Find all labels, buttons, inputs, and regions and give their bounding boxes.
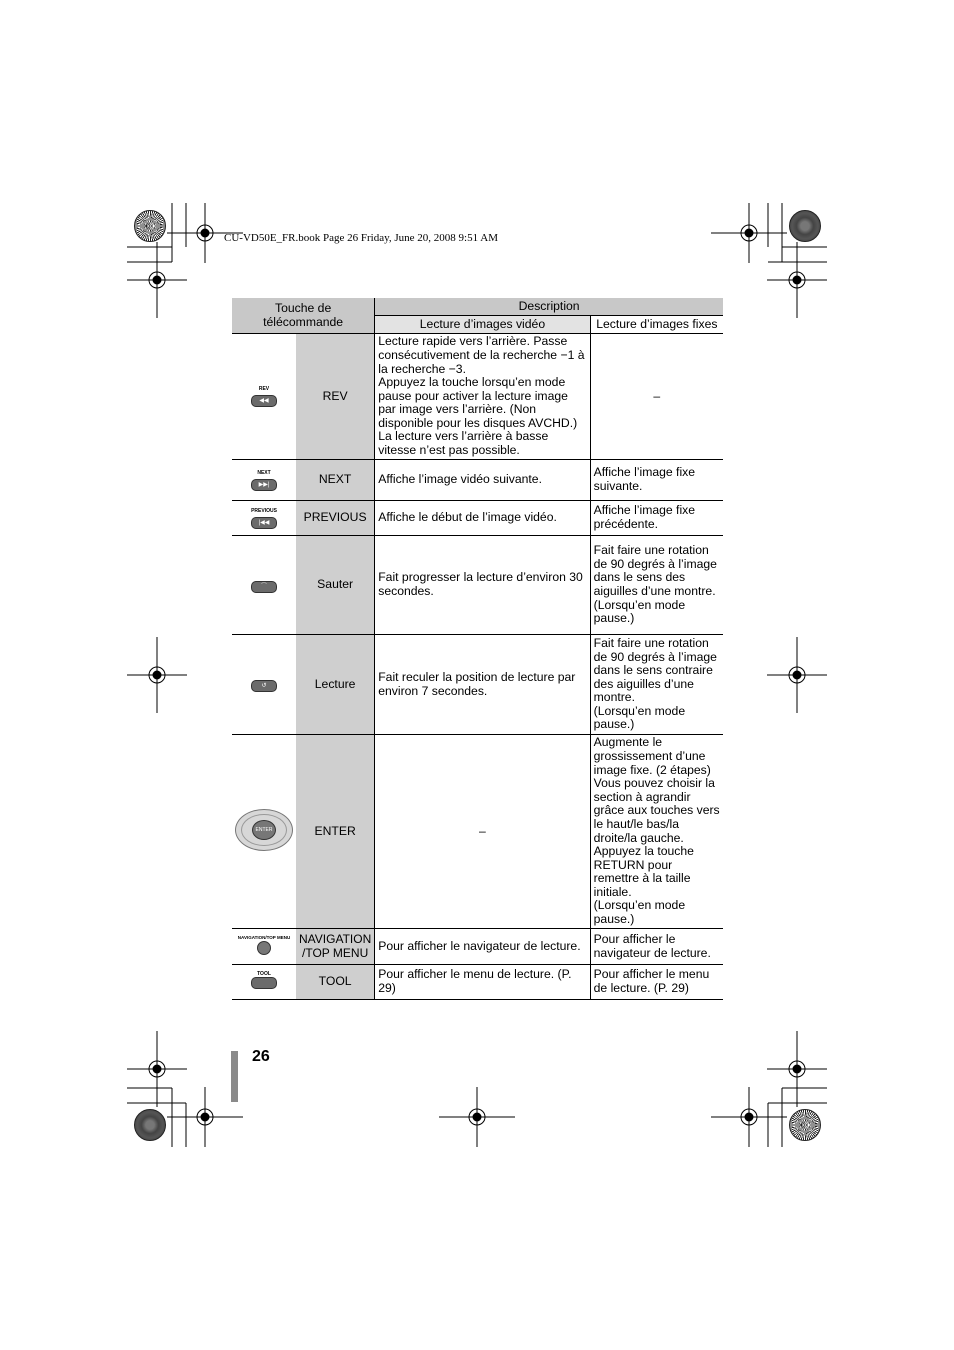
col-video-header: Lecture d’images vidéo [375, 316, 590, 334]
table-row [232, 735, 723, 929]
table-row [232, 965, 723, 1000]
registration-rosette [789, 210, 821, 242]
still-description: Affiche l’image fixe suivante. [590, 460, 723, 501]
table-row [232, 334, 723, 460]
key-name: REV [296, 334, 375, 460]
page-number: 26 [252, 1048, 270, 1065]
table-row [232, 536, 723, 635]
print-header: CU-VD50E_FR.book Page 26 Friday, June 20, 2008 9:51 AM [224, 232, 498, 244]
video-description: Pour afficher le menu de lecture. (P. 29) [375, 965, 590, 1000]
col-remote-header: Touche de télécommande [232, 298, 375, 334]
video-description: Fait progresser la lecture d’environ 30 secondes. [375, 536, 590, 635]
key-name: Sauter [296, 536, 375, 635]
table-row [232, 635, 723, 735]
table-row [232, 929, 723, 965]
key-name: TOOL [296, 965, 375, 1000]
still-description: Fait faire une rotation de 90 degrés à l’image dans le sens contraire des aiguilles d’une montre. (Lorsqu’en mode pause.) [590, 635, 723, 735]
rev-button-icon: REV ◀◀ [232, 334, 296, 460]
still-description: Pour afficher le menu de lecture. (P. 29) [590, 965, 723, 1000]
next-button-icon: NEXT ▶▶| [232, 460, 296, 501]
key-name: NAVIGATION /TOP MENU [296, 929, 375, 965]
key-name: Lecture [296, 635, 375, 735]
skip-button-icon: ⌒ [232, 536, 296, 635]
remote-keys-table [232, 298, 723, 1000]
col-still-header: Lecture d’images fixes [590, 316, 723, 334]
enter-pad-icon: ENTER [232, 735, 296, 929]
navigation-button-icon: NAVIGATION/TOP MENU [232, 929, 296, 965]
registration-rosette [789, 1109, 821, 1141]
table-row [232, 460, 723, 501]
page-side-bar [231, 1051, 238, 1102]
video-description: – [375, 735, 590, 929]
still-description: Pour afficher le navigateur de lecture. [590, 929, 723, 965]
tool-button-icon: TOOL [232, 965, 296, 1000]
video-description: Pour afficher le navigateur de lecture. [375, 929, 590, 965]
still-description: Fait faire une rotation de 90 degrés à l’image dans le sens des aiguilles d’une montre. (Lorsqu’en mode pause.) [590, 536, 723, 635]
registration-rosette [134, 1109, 166, 1141]
key-name: NEXT [296, 460, 375, 501]
still-description: Augmente le grossissement d’une image fixe. (2 étapes) Vous pouvez choisir la section à agrandir grâce aux touches vers le haut/le bas/la droite/la gauche. Appuyez la touche RETURN pour remettre à la taille initiale. (Lorsqu’en mode pause.) [590, 735, 723, 929]
key-name: ENTER [296, 735, 375, 929]
previous-button-icon: PREVIOUS |◀◀ [232, 501, 296, 536]
video-description: Affiche l’image vidéo suivante. [375, 460, 590, 501]
video-description: Fait reculer la position de lecture par environ 7 secondes. [375, 635, 590, 735]
table-row [232, 501, 723, 536]
replay-button-icon: ↺ [232, 635, 296, 735]
video-description: Lecture rapide vers l’arrière. Passe consécutivement de la recherche −1 à la recherche −3. Appuyez la touche lorsqu’en mode pause pour activer la lecture image par image vers l’arrière. (Non disponible pour les disques AVCHD.) La lecture vers l’arrière à basse vitesse n’est pas possible. [375, 334, 590, 460]
key-name: PREVIOUS [296, 501, 375, 536]
video-description: Affiche le début de l’image vidéo. [375, 501, 590, 536]
registration-rosette [134, 210, 166, 242]
still-description: – [590, 334, 723, 460]
col-description-header: Description [375, 298, 723, 316]
still-description: Affiche l’image fixe précédente. [590, 501, 723, 536]
